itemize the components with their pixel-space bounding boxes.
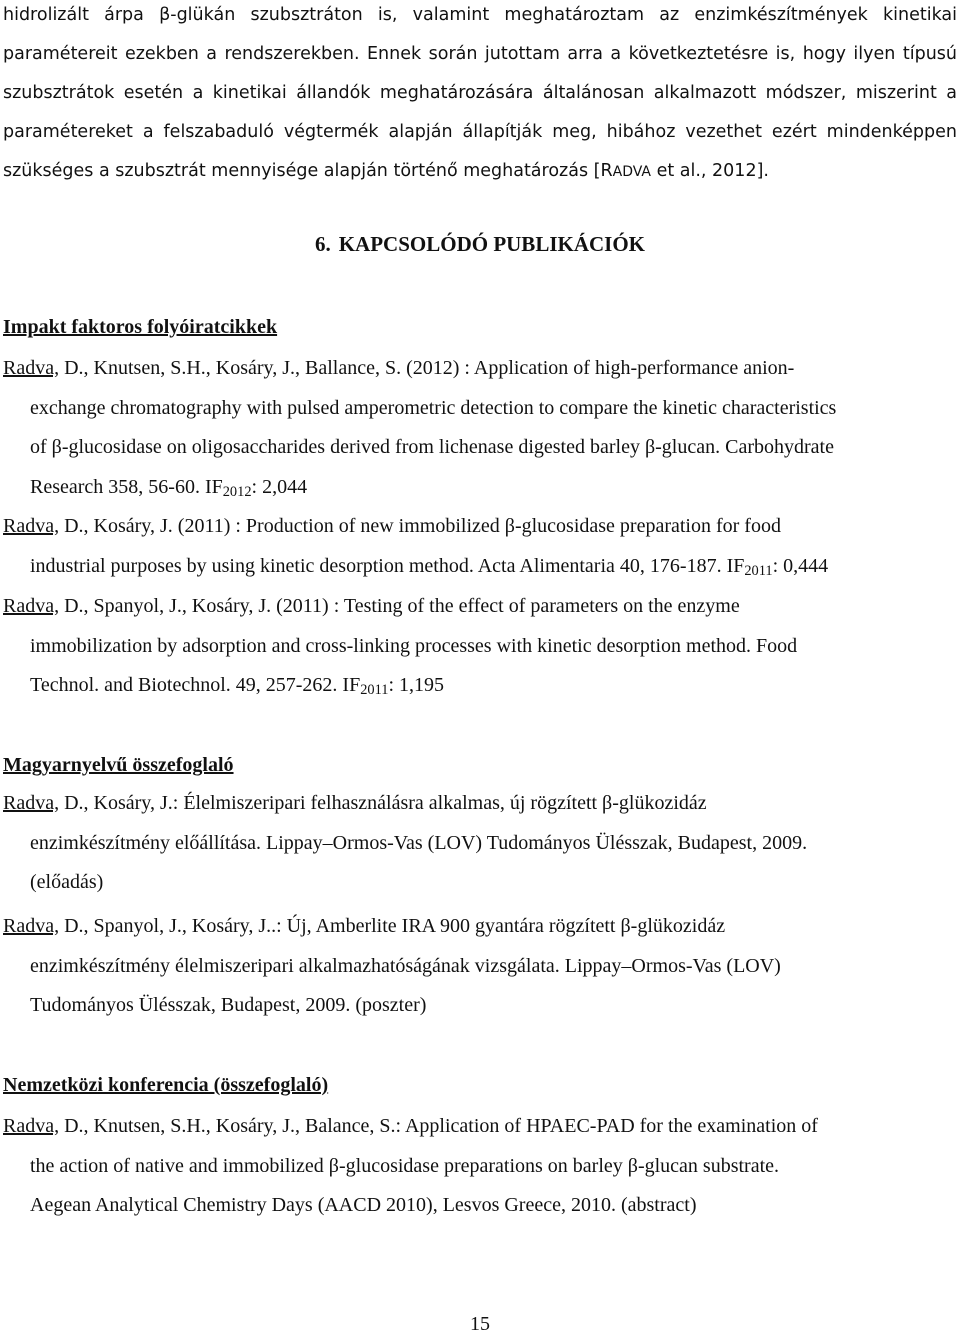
reference-author-underlined: Radva, (3, 515, 60, 537)
chapter-title: KAPCSOLÓDÓ PUBLIKÁCIÓK (338, 232, 646, 256)
impact-factor-value: : 0,444 (772, 554, 829, 577)
reference-text: D., Kosáry, J.: Élelmiszeripari felhasználásra alkalmas, új rögzített β-glükozidáz (59, 792, 707, 814)
reference-line: enzimkészítmény előállítása. Lippay–Ormos-Vas (LOV) Tudományos Ülésszak, Budapest, 2009. (30, 831, 808, 854)
reference-author-underlined: Radva, (3, 357, 60, 379)
reference-first-line (3, 784, 957, 824)
chapter-number: 6. (314, 232, 331, 256)
reference-line: exchange chromatography with pulsed amperometric detection to compare the kinetic characteristics (30, 396, 837, 419)
intro-last-line-end: et al., 2012]. (651, 161, 769, 181)
reference-first-line (3, 1107, 957, 1147)
reference-text: D., Spanyol, J., Kosáry, J..: Új, Amberlite IRA 900 gyantára rögzített β-glükozidáz (59, 915, 726, 937)
section-heading-impact: Impakt faktoros folyóiratcikkek (3, 316, 278, 338)
reference-line: the action of native and immobilized β-glucosidase preparations on barley β-glucan substrate. (30, 1154, 780, 1177)
reference-author-underlined: Radva, (3, 792, 60, 814)
reference-text: D., Knutsen, S.H., Kosáry, J., Ballance, S. (2012) : Application of high-performance anion- (59, 357, 795, 379)
intro-last-line-start: mindenképpen szükséges a szubsztrát mennyisége alapján történő meghatározás [R (3, 122, 957, 181)
reference-text: Research 358, 56-60. IF (30, 475, 223, 498)
reference-entry (3, 587, 957, 706)
citation-author-smallcaps: ADVA (612, 164, 652, 180)
chapter-heading (0, 232, 960, 257)
intro-line: típusú szubsztrátok esetén a kinetikai állandók meghatározására általánosan alkalmazott módszer, (3, 44, 957, 103)
reference-author-underlined: Radva, (3, 595, 60, 617)
reference-text: Technol. and Biotechnol. 49, 257-262. IF (30, 674, 361, 697)
impact-factor-year: 2012 (222, 483, 252, 500)
reference-last-line (3, 666, 957, 706)
intro-line: paramétereit ezekben a rendszerekben. Ennek során jutottam arra a következtetésre is, hogy ilyen (3, 44, 896, 64)
reference-entry (3, 907, 957, 1026)
reference-entry (3, 349, 957, 507)
section-heading-hungarian: Magyarnyelvű összefoglaló (3, 754, 234, 776)
reference-author-underlined: Radva, (3, 915, 60, 937)
reference-last-line (3, 468, 957, 508)
reference-text: D., Spanyol, J., Kosáry, J. (2011) : Testing of the effect of parameters on the enzyme (59, 595, 740, 617)
reference-line: enzimkészítmény élelmiszeripari alkalmazhatóságának vizsgálata. Lippay–Ormos-Vas (LOV) (30, 954, 781, 977)
reference-text: D., Kosáry, J. (2011) : Production of new immobilized β-glucosidase preparation for food (59, 515, 781, 537)
impact-factor-year: 2011 (744, 562, 773, 579)
reference-line: Tudományos Ülésszak, Budapest, 2009. (poszter) (30, 994, 427, 1017)
intro-line: miszerint a paramétereket a felszabaduló végtermék alapján állapítják meg, hibához vezethet ezért (3, 83, 957, 142)
reference-first-line (3, 587, 957, 627)
impact-factor-value: : 1,195 (388, 674, 445, 697)
reference-last-line (3, 547, 957, 587)
reference-line: (előadás) (30, 871, 104, 894)
intro-paragraph (3, 0, 957, 192)
reference-first-line (3, 907, 957, 947)
impact-factor-year: 2011 (360, 682, 389, 699)
reference-text: D., Knutsen, S.H., Kosáry, J., Balance, S.: Application of HPAEC-PAD for the examination of (59, 1115, 818, 1137)
page-number: 15 (470, 1313, 490, 1335)
reference-first-line (3, 349, 957, 389)
impact-factor-value: : 2,044 (251, 475, 308, 498)
reference-entry (3, 1107, 957, 1226)
section-heading-international: Nemzetközi konferencia (összefoglaló) (3, 1074, 329, 1096)
reference-line: of β-glucosidase on oligosaccharides derived from lichenase digested barley β-glucan. Carbohydrate (30, 436, 834, 459)
reference-line: immobilization by adsorption and cross-linking processes with kinetic desorption method. Food (30, 634, 798, 657)
reference-line: Aegean Analytical Chemistry Days (AACD 2010), Lesvos Greece, 2010. (abstract) (30, 1194, 697, 1217)
reference-entry (3, 507, 957, 586)
intro-line: hidrolizált árpa β-glükán szubsztráton is, valamint meghatároztam az enzimkészítmények kinetikai (3, 5, 957, 25)
reference-first-line (3, 507, 957, 547)
reference-text: industrial purposes by using kinetic desorption method. Acta Alimentaria 40, 176-187. IF (30, 554, 745, 577)
reference-entry (3, 784, 957, 903)
reference-author-underlined: Radva, (3, 1115, 60, 1137)
